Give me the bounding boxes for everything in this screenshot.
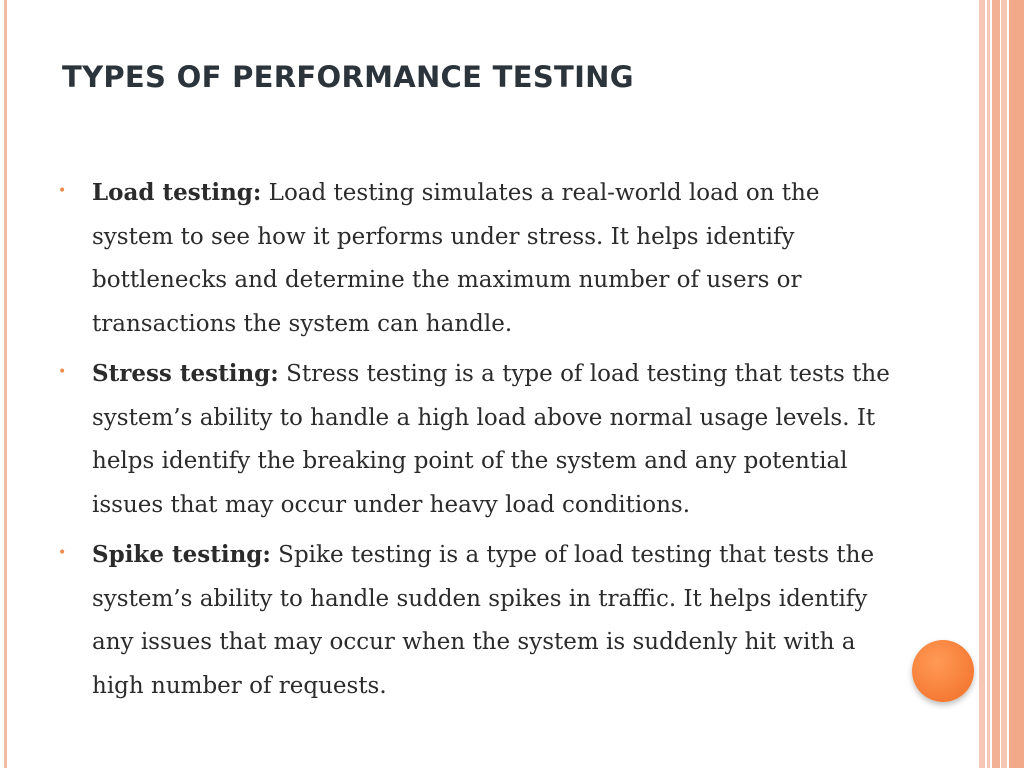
bullet-item-stress-testing — [56, 352, 896, 527]
bullet-item-spike-testing — [56, 533, 896, 708]
decorative-stripe — [1009, 0, 1024, 768]
bullet-item-load-testing — [56, 171, 896, 346]
bullet-text: Load testing simulates a real-world load on the system to see how it performs under stress. It helps identify bottlenecks and determine the maximum number of users or transactions the system can handle. — [92, 180, 820, 337]
slide-title: TYPES OF PERFORMANCE TESTING — [62, 60, 634, 94]
bullet-dot-icon: • — [58, 364, 67, 380]
decorative-stripe — [1001, 0, 1007, 768]
bullet-text: Spike testing is a type of load testing that tests the system’s ability to handle sudden spikes in traffic. It helps identify any issues that may occur when the system is suddenly hit with a high number of requests. — [92, 542, 875, 699]
bullet-term: Stress testing: — [92, 360, 279, 387]
decorative-stripe — [987, 0, 990, 768]
decorative-stripe — [979, 0, 985, 768]
bullet-list — [56, 171, 896, 714]
bullet-text: Stress testing is a type of load testing that tests the system’s ability to handle a high load above normal usage levels. It helps identify the breaking point of the system and any potential issues that may occur under heavy load conditions. — [92, 361, 890, 518]
bullet-term: Load testing: — [92, 179, 262, 206]
decorative-circle — [912, 640, 974, 702]
bullet-term: Spike testing: — [92, 541, 271, 568]
decorative-stripe — [992, 0, 1000, 768]
bullet-dot-icon: • — [58, 545, 67, 561]
left-border-stripe — [4, 0, 7, 768]
bullet-dot-icon: • — [58, 183, 67, 199]
